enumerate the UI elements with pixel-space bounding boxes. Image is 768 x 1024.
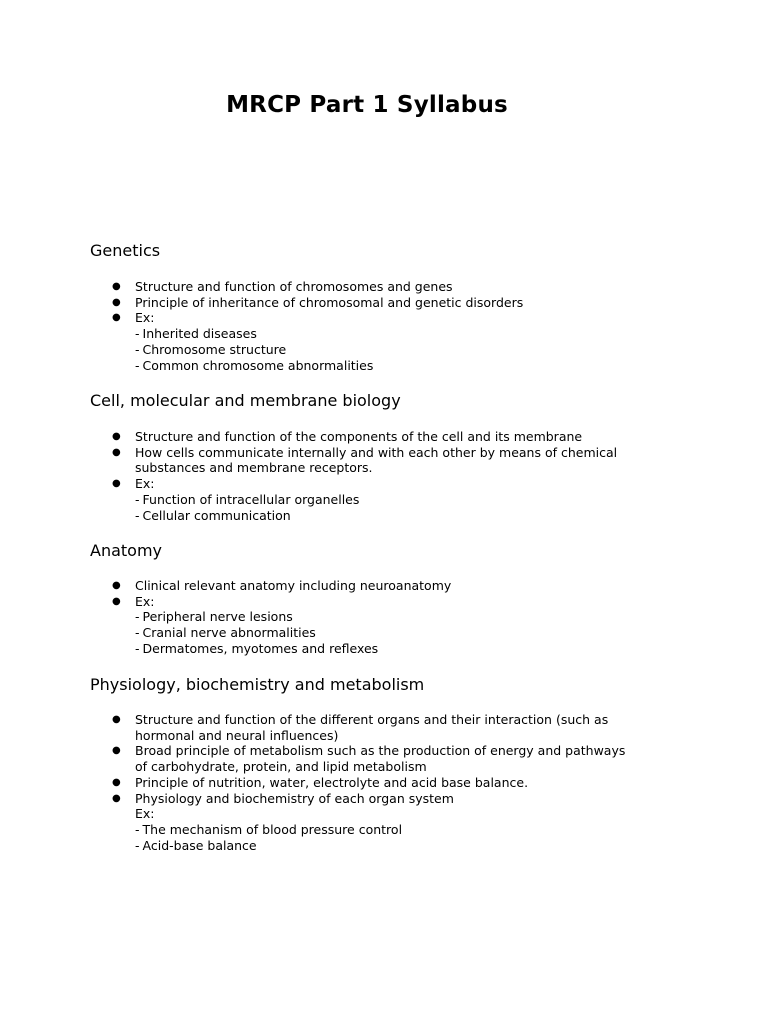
example-label: Ex: xyxy=(135,806,155,822)
section-physiology xyxy=(90,675,730,853)
example-item: - Inherited diseases xyxy=(135,326,257,342)
list-item: ● Structure and function of the components of the cell and its membrane xyxy=(112,429,583,444)
bullet-icon: ● xyxy=(112,446,121,458)
list-item: ● Broad principle of metabolism such as the production of energy and pathways of carbohydrate, protein, and lipid metabolism xyxy=(112,743,626,775)
item-list xyxy=(90,578,635,657)
section-heading: Genetics xyxy=(90,241,161,260)
bullet-icon: ● xyxy=(112,714,121,725)
example-item: - Function of intracellular organelles xyxy=(135,491,360,507)
example-item: - Cellular communication xyxy=(135,507,291,523)
item-list xyxy=(90,429,635,523)
section-anatomy xyxy=(90,541,730,656)
list-item: ● Structure and function of the different organs and their interaction (such as hormonal and neural influences) xyxy=(112,712,609,743)
section-heading: Anatomy xyxy=(90,541,163,560)
list-item: ● Ex: - Peripheral nerve lesions - Cranial nerve abnormalities - Dermatomes, myotomes and reflexes xyxy=(90,594,635,657)
item-list xyxy=(90,279,635,373)
page-title: MRCP Part 1 Syllabus xyxy=(226,92,508,118)
bullet-icon: ● xyxy=(112,595,121,607)
bullet-icon: ● xyxy=(112,792,121,804)
bullet-icon: ● xyxy=(112,281,121,292)
example-item: - Acid-base balance xyxy=(135,837,257,853)
bullet-icon: ● xyxy=(112,580,121,591)
bullet-icon: ● xyxy=(112,478,121,490)
list-item: ● Ex: - Inherited diseases - Chromosome structure - Common chromosome abnormalities xyxy=(90,310,635,373)
example-item: - Dermatomes, myotomes and reflexes xyxy=(135,640,379,656)
bullet-icon: ● xyxy=(112,776,121,788)
example-item: - Peripheral nerve lesions xyxy=(135,609,293,625)
item-list xyxy=(90,712,635,853)
example-item: - The mechanism of blood pressure control xyxy=(135,821,403,837)
list-item: ● Physiology and biochemistry of each organ system Ex: - The mechanism of blood pressure control - Acid-base balance xyxy=(90,791,635,854)
list-item: ● Principle of nutrition, water, electrolyte and acid base balance. xyxy=(112,774,529,790)
example-item: - Chromosome structure xyxy=(135,341,287,357)
bullet-icon: ● xyxy=(112,312,121,324)
bullet-icon: ● xyxy=(112,431,121,442)
list-item: ● Clinical relevant anatomy including neuroanatomy xyxy=(112,578,452,593)
example-item: - Cranial nerve abnormalities xyxy=(135,625,316,641)
example-item: - Common chromosome abnormalities xyxy=(135,357,374,373)
section-heading: Cell, molecular and membrane biology xyxy=(90,391,401,410)
section-genetics xyxy=(90,241,730,373)
list-item: ● Principle of inheritance of chromosomal and genetic disorders xyxy=(112,294,524,310)
bullet-icon: ● xyxy=(112,745,121,757)
bullet-icon: ● xyxy=(112,296,121,308)
list-item: ● How cells communicate internally and with each other by means of chemical substances and membrane receptors. xyxy=(112,444,618,476)
section-cell-biology xyxy=(90,391,730,523)
list-item: ● Ex: - Function of intracellular organelles - Cellular communication xyxy=(90,476,635,523)
section-heading: Physiology, biochemistry and metabolism xyxy=(90,675,425,694)
list-item: ● Structure and function of chromosomes and genes xyxy=(112,279,453,294)
